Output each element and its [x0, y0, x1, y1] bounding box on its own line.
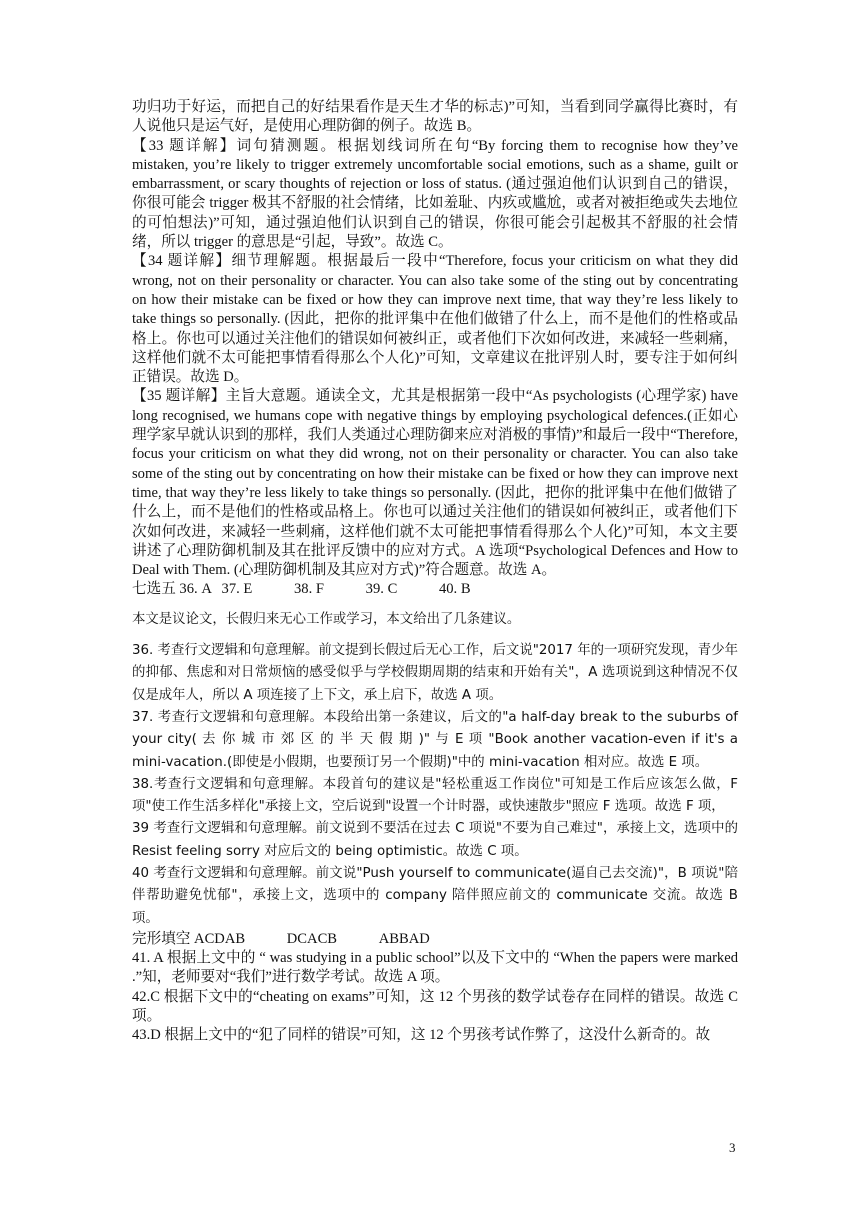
- paragraph-q33: 【33 题详解】词句猜测题。根据划线词所在句“By forcing them to recognise how they’ve mistaken, you’re likely to trigger extremely uncomfortable social emotions, such as a shame, guilt or embarrassment, or scary thoughts of rejection or loss of status. (通过强迫他们认识到自己的错误，你很可能会 trigger 极其不舒服的社会情绪，比如羞耻、内疚或尴尬，或者对被拒绝或失去地位的可怕想法)”可知，通过强迫他们认识到自己的错误，你很可能会引起极其不舒服的社会情绪，所以 trigger 的意思是“引起，导致”。故选 C。: [132, 137, 738, 251]
- cloze-label: 完形填空 ACDAB: [132, 930, 246, 947]
- explanation-39: 39 考查行文逻辑和句意理解。前文说到不要活在过去 C 项说"不要为自己难过"，承接上文，选项中的 Resist feeling sorry 对应后文的 being optimistic。故选 C 项。: [132, 821, 738, 859]
- answer-item: 38. F: [294, 581, 325, 598]
- explanation-37: 37. 考查行文逻辑和句意理解。本段给出第一条建议，后文的"a half-day break to the suburbs of your city( 去 你 城 市 郊 区 的 半 天 假 期 )" 与 E 项 "Book another vacation-even if it's a mini-vacation.(即使是小假期，也要预订另一个假期)"中的 mini-vacation 相对应。故选 E 项。: [132, 709, 738, 770]
- cloze-group: ABBAD: [378, 930, 430, 947]
- answer-item: 40. B: [438, 581, 471, 598]
- document-page: [132, 98, 738, 1046]
- paragraph-q34: 【34 题详解】细节理解题。根据最后一段中“Therefore, focus your criticism on what they did wrong, not on their personality or character. You can also take some of the sting out by concentrating on how their mistake can be fixed or how they can improve next time, that way they’re less likely to take things so personally. (因此，把你的批评集中在他们做错了什么上，而不是他们的性格或品格上。你也可以通过关注他们的错误如何被纠正，或者他们下次如何改进，来减轻一些刺痛，这样他们就不太可能把事情看得那么个人化)”可知，文章建议在批评别人时，要专注于如何纠正错误。故选 D。: [132, 253, 738, 386]
- answer-key-lead: 七选五 36. A: [132, 581, 212, 598]
- paragraph-q35: 【35 题详解】主旨大意题。通读全文，尤其是根据第一段中“As psychologists (心理学家) have long recognised, we humans cope with negative things by employing psychological defences.(正如心理学家早就认识到的那样，我们人类通过心理防御来应对消极的事情)”和最后一段中“Therefore, focus your criticism on what they did wrong, not on their personality or character. You can also take some of the sting out by concentrating on how their mistake can be fixed or how they can improve next time, that way they’re less likely to take things so personally. (因此，把你的批评集中在他们做错了什么上，而不是他们的性格或品格上。你也可以通过关注他们的错误如何被纠正，或者他们下次如何改进，来减轻一些刺痛，这样他们就不太可能把事情看得那么个人化)”可知，本文主要讲述了心理防御机制及其在批评反馈中的应对方式。A 选项“Psychological Defences and How to Deal with Them. (心理防御机制及其应对方式)”符合题意。故选 A。: [132, 388, 738, 579]
- cloze-answer-line: [132, 930, 738, 949]
- answer-item: 37. E: [221, 581, 253, 598]
- explanation-38: 38.考查行文逻辑和句意理解。本段首句的建议是"轻松重返工作岗位"可知是工作后应该怎么做，F 项"使工作生活多样化"承接上文，空后说到"设置一个计时器，或快速散步"照应 F 选项。故选 F 项，: [132, 776, 738, 815]
- explanation-36: 36. 考查行文逻辑和句意理解。前文提到长假过后无心工作，后文说"2017 年的一项研究发现，青少年的抑郁、焦虑和对日常烦恼的感受似乎与学校假期周期的结束和开始有关"，A 选项说到这种情况不仅仅是成年人，所以 A 项连接了上下文，承上启下，故选 A 项。: [132, 643, 738, 703]
- cloze-explanation-42: 42.C 根据下文中的“cheating on exams”可知，这 12 个男孩的数学试卷存在同样的错误。故选 C 项。: [132, 988, 738, 1025]
- page-number: 3: [729, 1140, 736, 1155]
- explanation-40: 40 考查行文逻辑和句意理解。前文说"Push yourself to communicate(逼自己去交流)"，B 项说"陪伴帮助避免忧郁"，承接上文，选项中的 company 陪伴照应前文的 communicate 交流。故选 B 项。: [132, 865, 738, 926]
- cloze-explanation-43: 43.D 根据上文中的“犯了同样的错误”可知，这 12 个男孩考试作弊了，这没什么新奇的。故: [132, 1027, 711, 1044]
- answer-item: 39. C: [365, 581, 398, 598]
- cloze-group: DCACB: [286, 930, 338, 947]
- answer-key-line: [132, 580, 738, 599]
- summary-line: 本文是议论文，长假归来无心工作或学习，本文给出了几条建议。: [132, 611, 521, 627]
- cloze-explanation-41: 41. A 根据上文中的 “ was studying in a public school”以及下文中的 “When the papers were marked .”知，老师要对“我们”进行数学考试。故选 A 项。: [132, 950, 738, 986]
- paragraph-q32-tail: 功归功于好运，而把自己的好结果看作是天生才华的标志)”可知，当看到同学赢得比赛时，有人说他只是运气好，是使用心理防御的例子。故选 B。: [132, 99, 738, 135]
